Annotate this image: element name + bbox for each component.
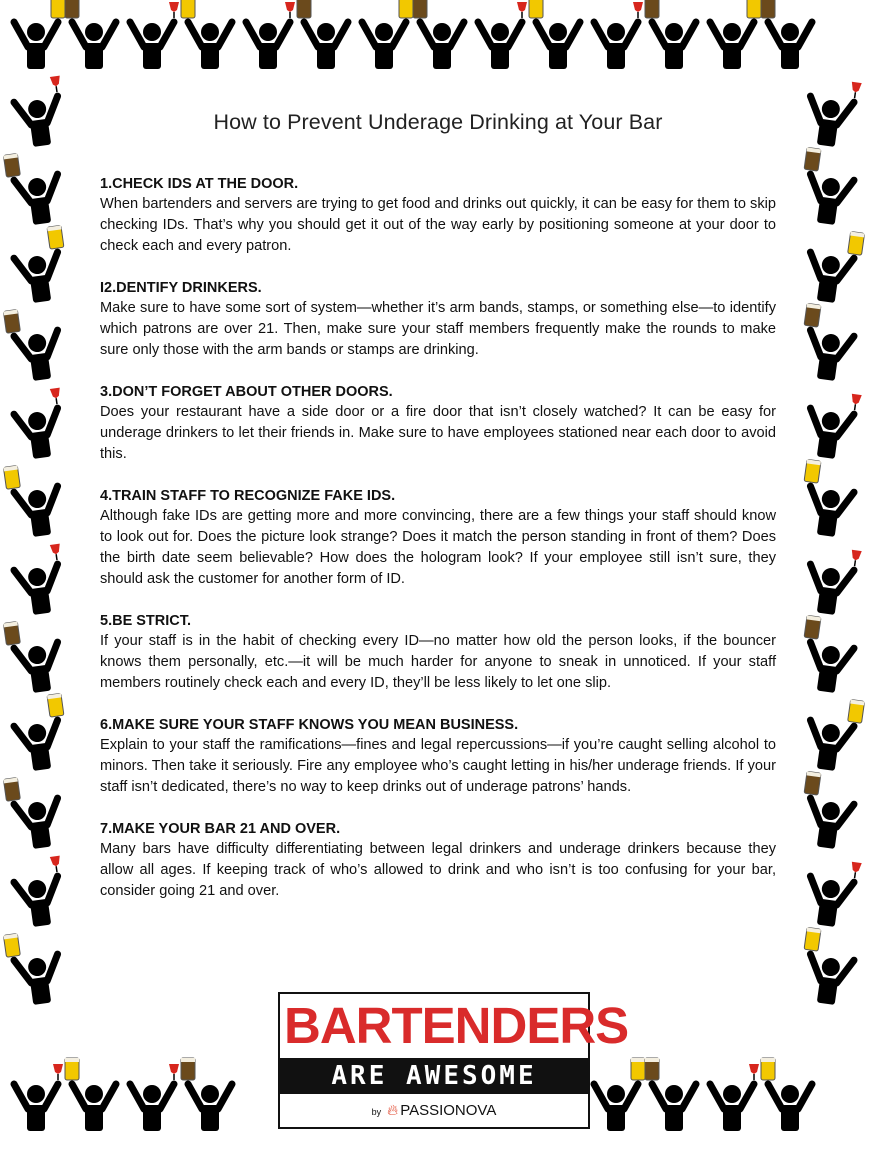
tip-section [100,820,776,902]
cheering-figure-icon [181,0,232,69]
cheering-figure-icon [594,1058,645,1131]
cheering-figure-icon [797,147,858,226]
tip-body: When bartenders and servers are trying to get food and drinks out quickly, it can be easy for them to skip checking IDs. That’s why you should get it out of the way early by positioning someone at your door to check each and every patron. [100,196,776,254]
tip-section [100,487,776,590]
flame-icon: 🔥︎ [387,1102,399,1119]
tip-body: Make sure to have some sort of system—whether it’s arm bands, stamps, or something else—to identify which patrons are over 21. Then, make sure your staff members frequently make the rounds to make sure only those with the arm bands or stamps are drinking. [100,300,776,358]
cheering-figure-icon [11,544,69,617]
tip-body: Many bars have difficulty differentiating between legal drinkers and underage drinkers because they allow all ages. If keeping track of who’s allowed to drink and who isn’t is too confusing for your bar, consider going 21 and over. [100,841,776,899]
cheering-figure-icon [804,544,862,617]
cheering-figure-icon [804,226,865,305]
cheering-figure-icon [3,304,64,383]
cheering-figure-icon [710,0,761,69]
cheering-figure-icon [65,0,116,69]
tip-heading: 5.BE STRICT. [100,613,192,629]
cheering-figure-icon [130,1064,179,1131]
cheering-figure-icon [761,0,812,69]
cheering-figure-icon [797,615,858,694]
cheering-figure-icon [65,1058,116,1131]
logo-band-text: ARE AWESOME [280,1058,588,1094]
cheering-figure-icon [3,928,64,1007]
tip-body: Explain to your staff the ramifications—fines and legal repercussions—if you’re caught selling alcohol to minors. Then take it seriously. Fire any employee who’s caught letting in his/her underage friends. If your staff isn’t dedicated, there’s no way to keep drinks out of underage patrons’ hands. [100,737,776,795]
cheering-figure-icon [14,0,65,69]
logo-brand: PASSIONOVA [400,1102,497,1119]
logo-by-label: by [371,1107,382,1117]
tip-body: If your staff is in the habit of checking every ID—no matter how old the person looks, if the bouncer knows them personally, etc.—it will be much harder for anyone to sneak in unnoticed. If your staff members routinely check each and every ID, they’ll be less likely to let one slip. [100,633,776,691]
cheering-figure-icon [645,0,696,69]
cheering-figure-icon [246,2,295,69]
bartenders-are-awesome-logo [278,992,629,1129]
tip-section [100,279,776,361]
tip-section [100,612,776,694]
cheering-figure-icon [804,694,865,773]
cheering-figure-icon [14,1064,63,1131]
tip-heading: I2.DENTIFY DRINKERS. [100,280,262,296]
cheering-figure-icon [362,0,413,69]
tip-section [100,383,776,465]
cheering-figure-icon [797,303,858,382]
cheering-figure-icon [11,856,69,929]
tip-heading: 6.MAKE SURE YOUR STAFF KNOWS YOU MEAN BUSINESS. [100,717,519,733]
tips-list [100,175,776,902]
tip-heading: 3.DON’T FORGET ABOUT OTHER DOORS. [100,384,393,400]
cheering-figure-icon [11,388,69,461]
cheering-figure-icon [297,0,348,69]
cheering-figure-icon [3,148,64,227]
tip-section [100,716,776,798]
cheering-figure-icon [181,1058,232,1131]
logo-byline [280,1098,588,1124]
page-title: How to Prevent Underage Drinking at Your Bar [213,110,663,134]
cheering-figure-icon [413,0,464,69]
cheering-figure-icon [797,927,858,1006]
cheering-figure-icon [645,1058,696,1131]
cheering-figure-icon [797,771,858,850]
cheering-figure-icon [710,1064,759,1131]
cheering-figure-icon [3,460,64,539]
cheering-figure-icon [761,1058,812,1131]
cheering-figure-icon [804,856,862,929]
cheering-figure-icon [529,0,580,69]
cheering-figure-icon [130,2,179,69]
cheering-figure-icon [804,388,862,461]
cheering-figure-icon [3,772,64,851]
tip-section [100,175,776,257]
article [100,110,776,924]
cheering-figure-icon [10,693,71,772]
tip-body: Does your restaurant have a side door or a fire door that isn’t closely watched? It can be easy for underage drinkers to let their friends in. Make sure to have employees stationed near each door to avoid this. [100,404,776,462]
cheering-figure-icon [804,76,862,149]
tip-heading: 7.MAKE YOUR BAR 21 AND OVER. [100,821,341,837]
logo-main-text: BARTENDERS [284,997,629,1054]
tip-body: Although fake IDs are getting more and more convincing, there are a few things your staff should know to look out for. Does the picture look strange? Does it match the person standing in front of them? Does the birth date seem believable? How does the hologram look? If your employee still isn’t sure, they should ask the customer for another form of ID. [100,508,776,587]
cheering-figure-icon [797,459,858,538]
cheering-figure-icon [594,2,643,69]
tip-heading: 1.CHECK IDS AT THE DOOR. [100,176,299,192]
cheering-figure-icon [10,225,71,304]
cheering-figure-icon [11,76,69,149]
tip-heading: 4.TRAIN STAFF TO RECOGNIZE FAKE IDS. [100,488,396,504]
cheering-figure-icon [3,616,64,695]
cheering-figure-icon [478,2,527,69]
